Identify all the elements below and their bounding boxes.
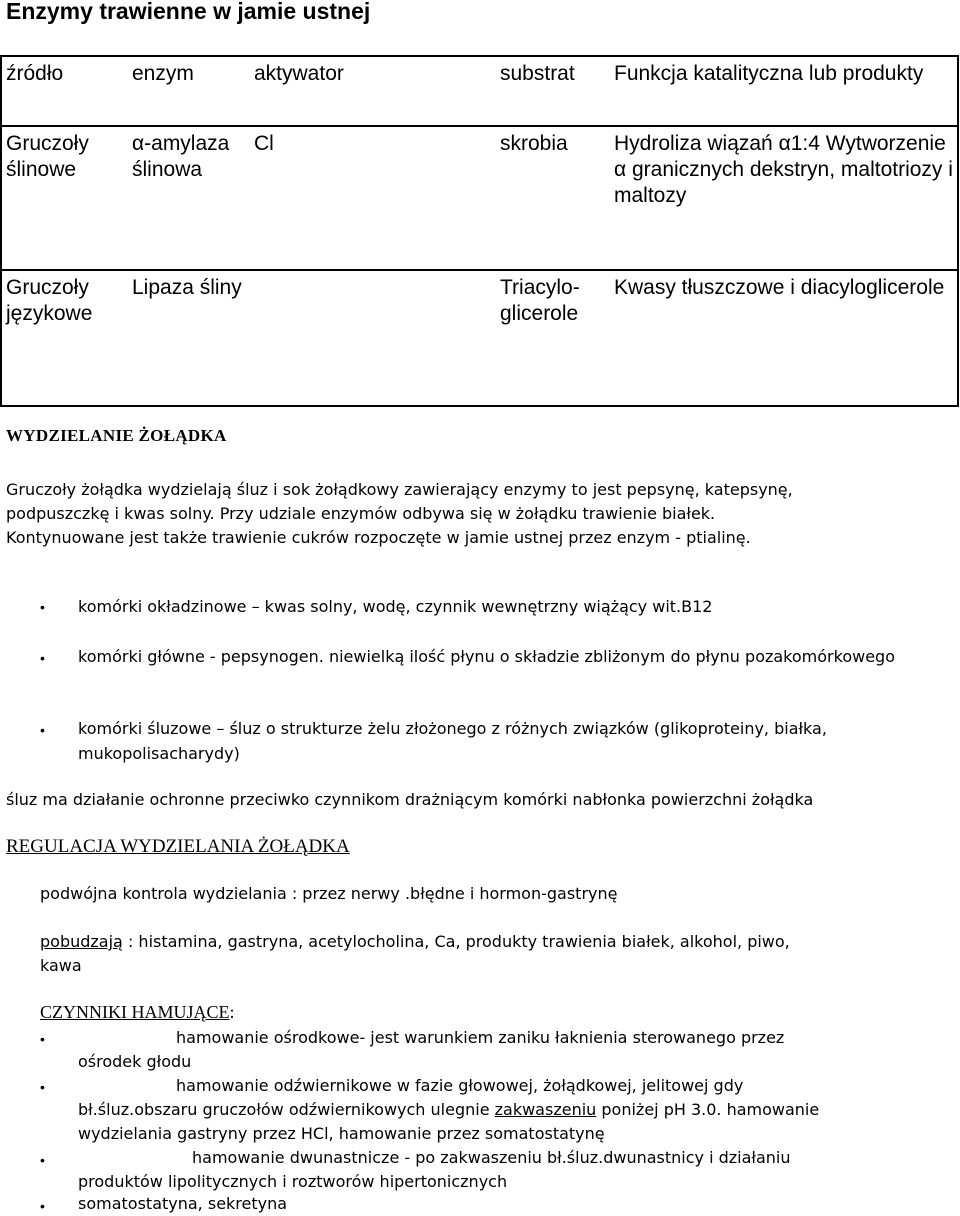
- list-item: komórki okładzinowe – kwas solny, wodę, czynnik wewnętrzny wiążący wit.B12: [78, 597, 713, 616]
- bullet-icon: •: [40, 599, 45, 615]
- paragraph-line: Gruczoły żołądka wydzielają śluz i sok żołądkowy zawierający enzymy to jest pepsynę, katepsynę,: [6, 480, 793, 499]
- paragraph-line: podpuszczkę i kwas solny. Przy udziale enzymów odbywa się w żołądku trawienie białek.: [6, 504, 716, 523]
- bullet-icon: •: [40, 1079, 45, 1095]
- table-cell: α-amylaza ślinowa: [128, 126, 250, 270]
- inhibit-item-line: wydzielania gastryny przez HCl, hamowanie przez somatostatynę: [78, 1124, 605, 1143]
- table-cell: Kwasy tłuszczowe i diacyloglicerole: [610, 270, 958, 406]
- stimulate-text-cont: kawa: [40, 956, 82, 975]
- inhibit-item-line: [78, 1098, 819, 1122]
- inhibit-heading: [40, 1000, 235, 1024]
- inhibit-heading-colon: :: [229, 1002, 235, 1022]
- inhibit-item-line: produktów lipolitycznych i roztworów hipertonicznych: [78, 1172, 508, 1191]
- inhibit-text: poniżej pH 3.0. hamowanie: [596, 1100, 820, 1119]
- section-heading-stomach: WYDZIELANIE ŻOŁĄDKA: [6, 426, 227, 445]
- enzyme-table: [0, 55, 959, 407]
- table-cell: Lipaza śliny: [128, 270, 250, 406]
- stimulate-label: pobudzają: [40, 932, 123, 951]
- header-cell: enzym: [128, 56, 250, 126]
- table-cell: Triacylo-glicerole: [496, 270, 610, 406]
- table-cell: Hydroliza wiązań α1:4 Wytworzenie α granicznych dekstryn, maltotriozy i maltozy: [610, 126, 958, 270]
- stimulators: [40, 930, 950, 954]
- inhibit-item-line: ośrodek głodu: [78, 1052, 192, 1071]
- bullet-icon: •: [40, 1198, 45, 1214]
- table-row: [1, 126, 958, 270]
- bullet-icon: •: [40, 1152, 45, 1168]
- bullet-icon: •: [40, 1031, 45, 1047]
- bullet-icon: •: [40, 650, 45, 666]
- bullet-icon: •: [40, 722, 45, 738]
- inhibit-heading-text: CZYNNIKI HAMUJĄCE: [40, 1002, 230, 1022]
- inhibit-item-line: hamowanie dwunastnicze - po zakwaszeniu bł.śluz.dwunastnicy i działaniu: [192, 1148, 791, 1167]
- paragraph-line: Kontynuowane jest także trawienie cukrów rozpoczęte w jamie ustnej przez enzym - ptialinę.: [6, 528, 751, 547]
- header-cell: substrat: [496, 56, 610, 126]
- inhibit-item-line: hamowanie odźwiernikowe w fazie głowowej, żołądkowej, jelitowej gdy: [176, 1076, 744, 1095]
- table-cell: [250, 270, 496, 406]
- table-cell: Gruczoły ślinowe: [1, 126, 128, 270]
- table-cell: Gruczoły językowe: [1, 270, 128, 406]
- page-title: Enzymy trawienne w jamie ustnej: [6, 0, 371, 24]
- stimulate-text: : histamina, gastryna, acetylocholina, Ca, produkty trawienia białek, alkohol, piwo,: [122, 932, 790, 951]
- header-cell: źródło: [1, 56, 128, 126]
- header-cell: Funkcja katalityczna lub produkty: [610, 56, 958, 126]
- table-cell: skrobia: [496, 126, 610, 270]
- inhibit-item-line: hamowanie ośrodkowe- jest warunkiem zaniku łaknienia sterowanego przez: [176, 1028, 785, 1047]
- control-line: podwójna kontrola wydzielania : przez nerwy .błędne i hormon-gastrynę: [40, 884, 618, 903]
- inhibit-item-line: somatostatyna, sekretyna: [78, 1194, 288, 1213]
- section-heading-regulation: REGULACJA WYDZIELANIA ŻOŁĄDKA: [6, 836, 350, 857]
- header-cell: aktywator: [250, 56, 496, 126]
- table-cell: Cl: [250, 126, 496, 270]
- list-item: komórki główne - pepsynogen. niewielką ilość płynu o składzie zbliżonym do płynu pozakomórkowego: [78, 647, 895, 666]
- inhibit-text-underlined: zakwaszeniu: [494, 1100, 597, 1119]
- inhibit-text: bł.śluz.obszaru gruczołów odźwiernikowych ulegnie: [78, 1100, 495, 1119]
- stomach-paragraph: [6, 478, 956, 550]
- mucus-note: śluz ma działanie ochronne przeciwko czynnikom drażniącym komórki nabłonka powierzchni żołądka: [6, 790, 814, 809]
- table-row: [1, 270, 958, 406]
- list-item: komórki śluzowe – śluz o strukturze żelu złożonego z różnych związków (glikoproteiny, białka, mukopolisacharydy): [78, 719, 827, 763]
- table-header-row: [1, 56, 958, 126]
